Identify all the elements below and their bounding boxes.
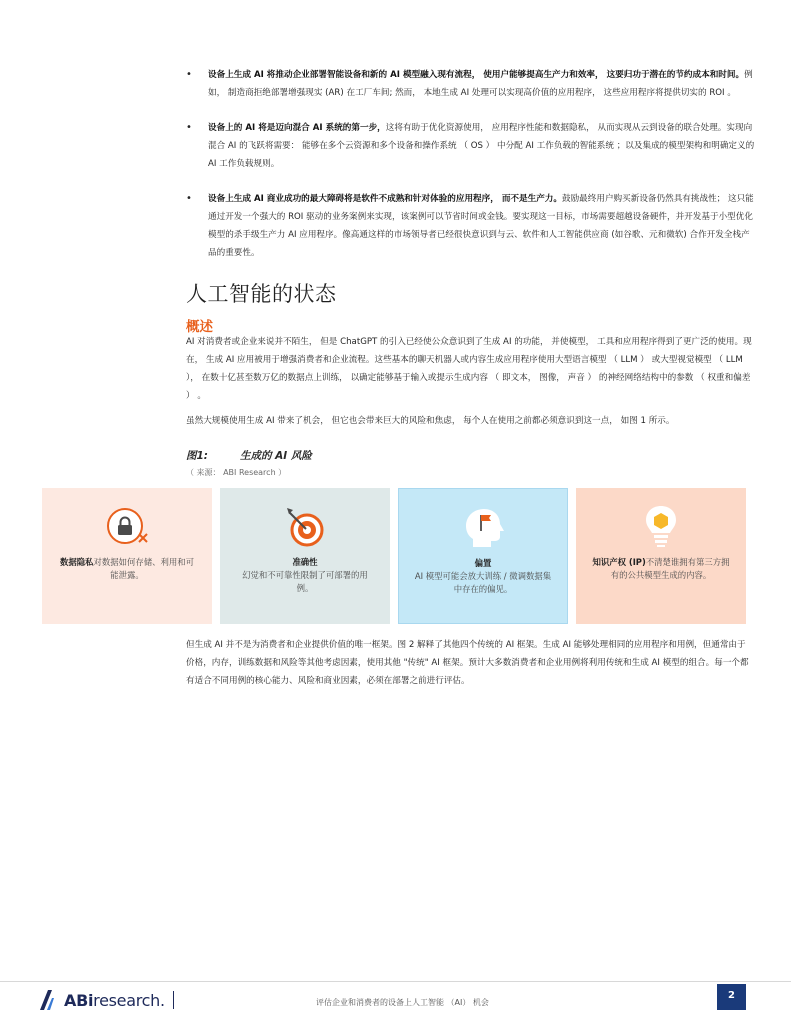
risk-card-bias (398, 488, 568, 624)
logo-bold: ABi (64, 990, 94, 1010)
risk-intro-paragraph: 虽然大规模使用生成 AI 带来了机会， 但它也会带来巨大的风险和焦虑， 每个人在使用之前都必须意识到这一点， 如图 1 所示。 (186, 416, 675, 426)
figure-title (186, 448, 312, 463)
head-flag-icon (459, 503, 507, 551)
bullet-dot-icon: • (186, 122, 192, 133)
card-text (56, 556, 198, 582)
logo-separator (173, 991, 174, 1009)
bullet-dot-icon: • (186, 193, 192, 204)
logo-rest: research. (93, 990, 165, 1010)
card-bold: 准确性 (292, 557, 318, 567)
card-text (413, 557, 553, 596)
bullet-bold: 设备上的 AI 将是迈向混合 AI 系统的第一步， (208, 123, 386, 133)
overview-paragraph: AI 对消费者或企业来说并不陌生， 但是 ChatGPT 的引入已经使公众意识到了生成 AI 的功能， 并使模型， 工具和应用程序得到了更广泛的使用。现在， 生成 AI 应用被用于增强消费者和企业流程。这些基本的聊天机器人或内容生成应用程序使用大型语言模型 （ LLM ） 或大型视觉模型 （ LLM ）， 在数十亿甚至数万亿的数据点上训练， 以确定能够基于输入或提示生成内容 （ 即文本， 图像， 声音 ） 的神经网络结构中的参数 （ 权重和偏差 ） 。 (186, 337, 752, 401)
card-desc: AI 模型可能会放大训练 / 微调数据集中存在的偏见。 (414, 571, 552, 594)
bullet-text: 这将有助于优化资源使用， 应用程序性能和数据隐私， 从而实现从云到设备的联合处理。实现向混合 AI 的飞跃将需要： 能够在多个云资源和多个设备和操作系统 （ OS ） 中分配 AI 工作负载的智能系统 ；以及集成的模型架构和明确定义的 AI 工作负载规则。 (208, 123, 755, 169)
abi-logo (40, 990, 174, 1010)
figure-source: （ 来源： ABI Research ） (186, 468, 287, 477)
frameworks-paragraph: 但生成 AI 并不是为消费者和企业提供价值的唯一框架。图 2 解释了其他四个传统的 AI 框架。生成 AI 能够处理相同的应用程序和用例，但通常由于价格，内存，训练数据和风险等其他考虑因素，使用其他 "传统" AI 框架。预计大多数消费者和企业用例将利用传统和生成 AI 模型的组合。每一个都有适合不同用例的核心能力、风险和商业因素，必须在部署之前进行评估。 (186, 640, 749, 686)
card-desc: 对数据如何存储、利用和可能泄露。 (93, 557, 194, 580)
card-desc: 幻觉和不可靠性限制了可部署的用例。 (242, 570, 368, 593)
bullet-text: 例如， 制造商拒绝部署增强现实 (AR) 在工厂车间; 然而， 本地生成 AI 处理可以实现高价值的应用程序， 这些应用程序将提供切实的 ROI 。 (208, 70, 753, 98)
page-number: 2 (717, 984, 746, 1010)
figure-caption: 生成的 AI 风险 (240, 450, 312, 462)
section-title: 人工智能的状态 (186, 282, 337, 306)
bullet-text: 鼓励最终用户购买新设备仍然具有挑战性； 这只能通过开发一个强大的 ROI 驱动的业务案例来实现，该案例可以节省时间或金钱。要实现这一目标，市场需要超越设备硬件，并开发基于小型优化模型的杀手级生产力 AI 应用程序。像高通这样的市场领导者已经很快意识到与云、软件和人工智能供应商 (如谷歌、元和微软) 合作开发全栈产品的重要性。 (208, 194, 754, 258)
card-text (590, 556, 732, 582)
card-desc: 不清楚谁拥有第三方拥有的公共模型生成的内容。 (610, 557, 730, 580)
bullet-bold: 设备上生成 AI 将推动企业部署智能设备和新的 AI 模型融入现有流程， 使用户能够提高生产力和效率， 这要归功于潜在的节约成本和时间。 (208, 70, 745, 80)
bullet-bold: 设备上生成 AI 商业成功的最大障碍将是软件不成熟和针对体验的应用程序， 而不是生产力。 (208, 194, 562, 204)
footer-title: 评估企业和消费者的设备上人工智能 （AI） 机会 (316, 998, 489, 1007)
bullet-item (186, 190, 756, 262)
logo-text (64, 991, 165, 1010)
card-bold: 知识产权 (IP) (592, 557, 646, 567)
risk-card-privacy (42, 488, 212, 624)
card-bold: 数据隐私 (60, 557, 94, 567)
risk-card-ip (576, 488, 746, 624)
bullet-item (186, 119, 756, 173)
footer-divider (0, 981, 791, 982)
bullet-dot-icon: • (186, 69, 192, 80)
card-bold: 偏置 (474, 558, 492, 568)
bullet-item (186, 66, 756, 102)
abi-logo-mark-icon (40, 990, 60, 1010)
risk-card-accuracy (220, 488, 390, 624)
bullet-list (186, 66, 756, 279)
lightbulb-icon (637, 502, 685, 550)
risk-cards (42, 488, 747, 624)
card-text (234, 556, 376, 595)
figure-number: 图1: (186, 450, 209, 462)
lock-icon (103, 502, 151, 550)
target-icon (281, 502, 329, 550)
subsection-title: 概述 (186, 319, 213, 335)
